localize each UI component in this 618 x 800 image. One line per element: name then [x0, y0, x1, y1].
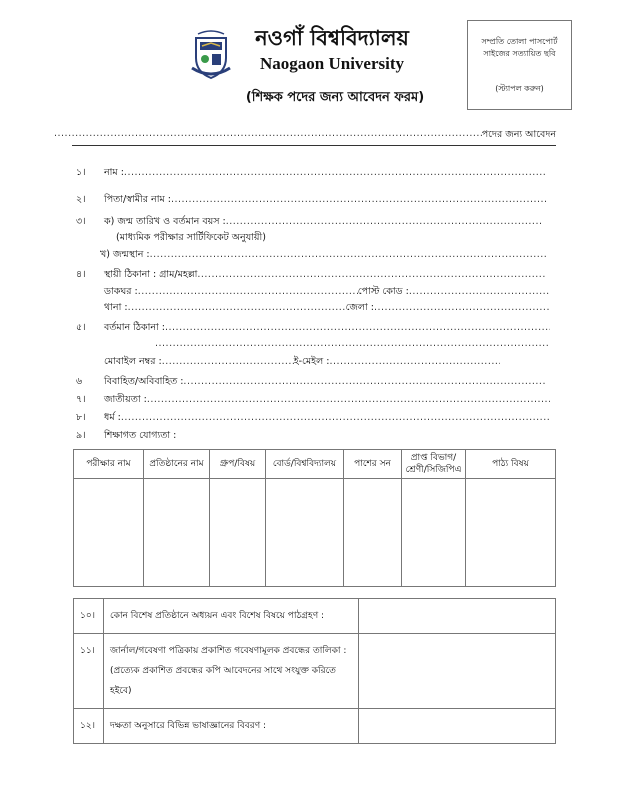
- photo-box-line1: সম্প্রতি তোলা পাসপোর্ট: [481, 37, 558, 46]
- col-division-cgpa: প্রাপ্ত বিভাগ/ শ্রেণী/সিজিপিএ: [402, 450, 466, 479]
- father-name-input[interactable]: [171, 194, 546, 205]
- field-label: নাম :: [104, 167, 124, 178]
- table-row: [74, 634, 556, 709]
- field-number: ৪।: [76, 269, 86, 280]
- marital-status-input[interactable]: [183, 376, 546, 387]
- field-permanent-address[interactable]: [76, 268, 546, 283]
- field-birthplace[interactable]: [100, 248, 546, 263]
- field-marital-status[interactable]: [76, 375, 546, 390]
- mobile-input[interactable]: [162, 356, 294, 367]
- email-label: ই-মেইল :: [293, 356, 330, 367]
- field-label: ধর্ম :: [104, 412, 121, 423]
- university-crest-icon: [190, 30, 232, 80]
- email-input[interactable]: [329, 356, 500, 367]
- division-cgpa-cell[interactable]: [402, 479, 466, 587]
- photo-box: [467, 20, 572, 110]
- field-father-husband-name[interactable]: [76, 193, 546, 208]
- field-label: জাতীয়তা :: [104, 394, 147, 405]
- row-label: দক্ষতা অনুসারে বিভিন্ন ভাষাজ্ঞানের বিবরণ :: [104, 709, 359, 744]
- col-exam-name: পরীক্ষার নাম: [74, 450, 144, 479]
- birthplace-input[interactable]: [150, 249, 546, 260]
- post-applied-field[interactable]: [54, 128, 556, 143]
- photo-box-line2: সাইজের সত্যায়িত ছবি: [483, 49, 556, 58]
- field-number: ১।: [76, 167, 86, 178]
- field-number: ৩।: [76, 216, 86, 227]
- field-post-office-row[interactable]: [104, 285, 550, 300]
- village-input[interactable]: [197, 269, 546, 280]
- row-number: ১২।: [74, 709, 104, 744]
- field-present-address[interactable]: [76, 321, 550, 336]
- board-university-cell[interactable]: [266, 479, 344, 587]
- field-education: [76, 429, 176, 444]
- name-input[interactable]: [124, 167, 546, 178]
- thana-input[interactable]: [128, 302, 346, 313]
- additional-info-table: [73, 598, 556, 744]
- field-label: পিতা/স্বামীর নাম :: [104, 194, 171, 205]
- field-label: বিবাহিত/অবিবাহিত :: [104, 376, 184, 387]
- field-label: বর্তমান ঠিকানা :: [104, 322, 165, 333]
- district-input[interactable]: [374, 302, 550, 313]
- thana-label: থানা :: [104, 302, 128, 313]
- post-code-input[interactable]: [409, 286, 550, 297]
- field-birthdate-age[interactable]: [76, 215, 542, 230]
- col-board-university: বোর্ড/বিশ্ববিদ্যালয়: [266, 450, 344, 479]
- present-address-input-2[interactable]: [155, 338, 550, 349]
- nationality-input[interactable]: [147, 394, 550, 405]
- row-label: কোন বিশেষ প্রতিষ্ঠানে অধ্যয়ন এবং বিশেষ বিষয়ে পাঠগ্রহণ :: [104, 599, 359, 634]
- table-row[interactable]: [74, 479, 556, 587]
- field-religion[interactable]: [76, 411, 550, 426]
- col-passing-year: পাশের সন: [344, 450, 402, 479]
- field-number: ২।: [76, 194, 86, 205]
- publications-input[interactable]: [359, 634, 556, 709]
- birthdate-input[interactable]: [226, 216, 542, 227]
- field-label: ক) জন্ম তারিখ ও বর্তমান বয়স :: [104, 216, 226, 227]
- special-study-input[interactable]: [359, 599, 556, 634]
- education-table: [73, 449, 556, 587]
- mobile-label: মোবাইল নম্বর :: [104, 356, 162, 367]
- post-code-label: পোস্ট কোড :: [357, 286, 409, 297]
- birthdate-note-text: (মাধ্যমিক পরীক্ষার সার্টিফিকেট অনুযায়ী): [116, 232, 266, 243]
- birthdate-note: [116, 231, 266, 246]
- field-contact-row[interactable]: [104, 355, 500, 370]
- divider: [72, 145, 556, 146]
- field-nationality[interactable]: [76, 393, 550, 408]
- subjects-cell[interactable]: [466, 479, 556, 587]
- university-name-bn: নওগাঁ বিশ্ববিদ্যালয়: [255, 26, 409, 50]
- table-row: [74, 709, 556, 744]
- field-number: ৭।: [76, 394, 86, 405]
- col-subjects: পাঠ্য বিষয়: [466, 450, 556, 479]
- religion-input[interactable]: [121, 412, 550, 423]
- field-number: ৮।: [76, 412, 86, 423]
- field-name[interactable]: [76, 166, 546, 181]
- row-note: (প্রত্যেক প্রকাশিত প্রবন্ধের কপি আবেদনের সাথে সংযুক্ত করিতে হইবে): [110, 666, 336, 696]
- field-number: ৫।: [76, 322, 86, 333]
- post-dotted-line[interactable]: [54, 128, 482, 143]
- post-office-label: ডাকঘর :: [104, 286, 138, 297]
- field-thana-row[interactable]: [104, 301, 550, 316]
- photo-box-line3: (স্ট্যাপল করুন): [495, 84, 544, 93]
- district-label: জেলা :: [345, 302, 374, 313]
- present-address-input[interactable]: [165, 322, 550, 333]
- col-group-subject: গ্রুপ/বিষয়: [210, 450, 266, 479]
- field-label: স্থায়ী ঠিকানা : গ্রাম/মহল্লা: [104, 269, 198, 280]
- form-title: (শিক্ষক পদের জন্য আবেদন ফরম): [245, 90, 425, 105]
- post-office-input[interactable]: [138, 286, 358, 297]
- post-suffix-label: পদের জন্য আবেদন: [481, 129, 556, 140]
- field-number: ৬: [76, 376, 83, 387]
- education-table-header: [74, 450, 556, 479]
- university-name-en: Naogaon University: [259, 54, 405, 73]
- table-row: [74, 599, 556, 634]
- field-number: ৯।: [76, 430, 86, 441]
- present-address-line2[interactable]: [155, 338, 550, 349]
- col-institution: প্রতিষ্ঠানের নাম: [144, 450, 210, 479]
- language-skills-input[interactable]: [359, 709, 556, 744]
- exam-name-cell[interactable]: [74, 479, 144, 587]
- passing-year-cell[interactable]: [344, 479, 402, 587]
- field-label: খ) জন্মস্থান :: [100, 249, 150, 260]
- row-number: ১১।: [74, 634, 104, 709]
- group-subject-cell[interactable]: [210, 479, 266, 587]
- row-label: জার্নাল/গবেষণা পত্রিকায় প্রকাশিত গবেষণামূলক প্রবন্ধের তালিকা :: [110, 646, 347, 656]
- row-label-group: [104, 634, 359, 709]
- institution-cell[interactable]: [144, 479, 210, 587]
- field-label: শিক্ষাগত যোগ্যতা :: [104, 430, 177, 441]
- row-number: ১০।: [74, 599, 104, 634]
